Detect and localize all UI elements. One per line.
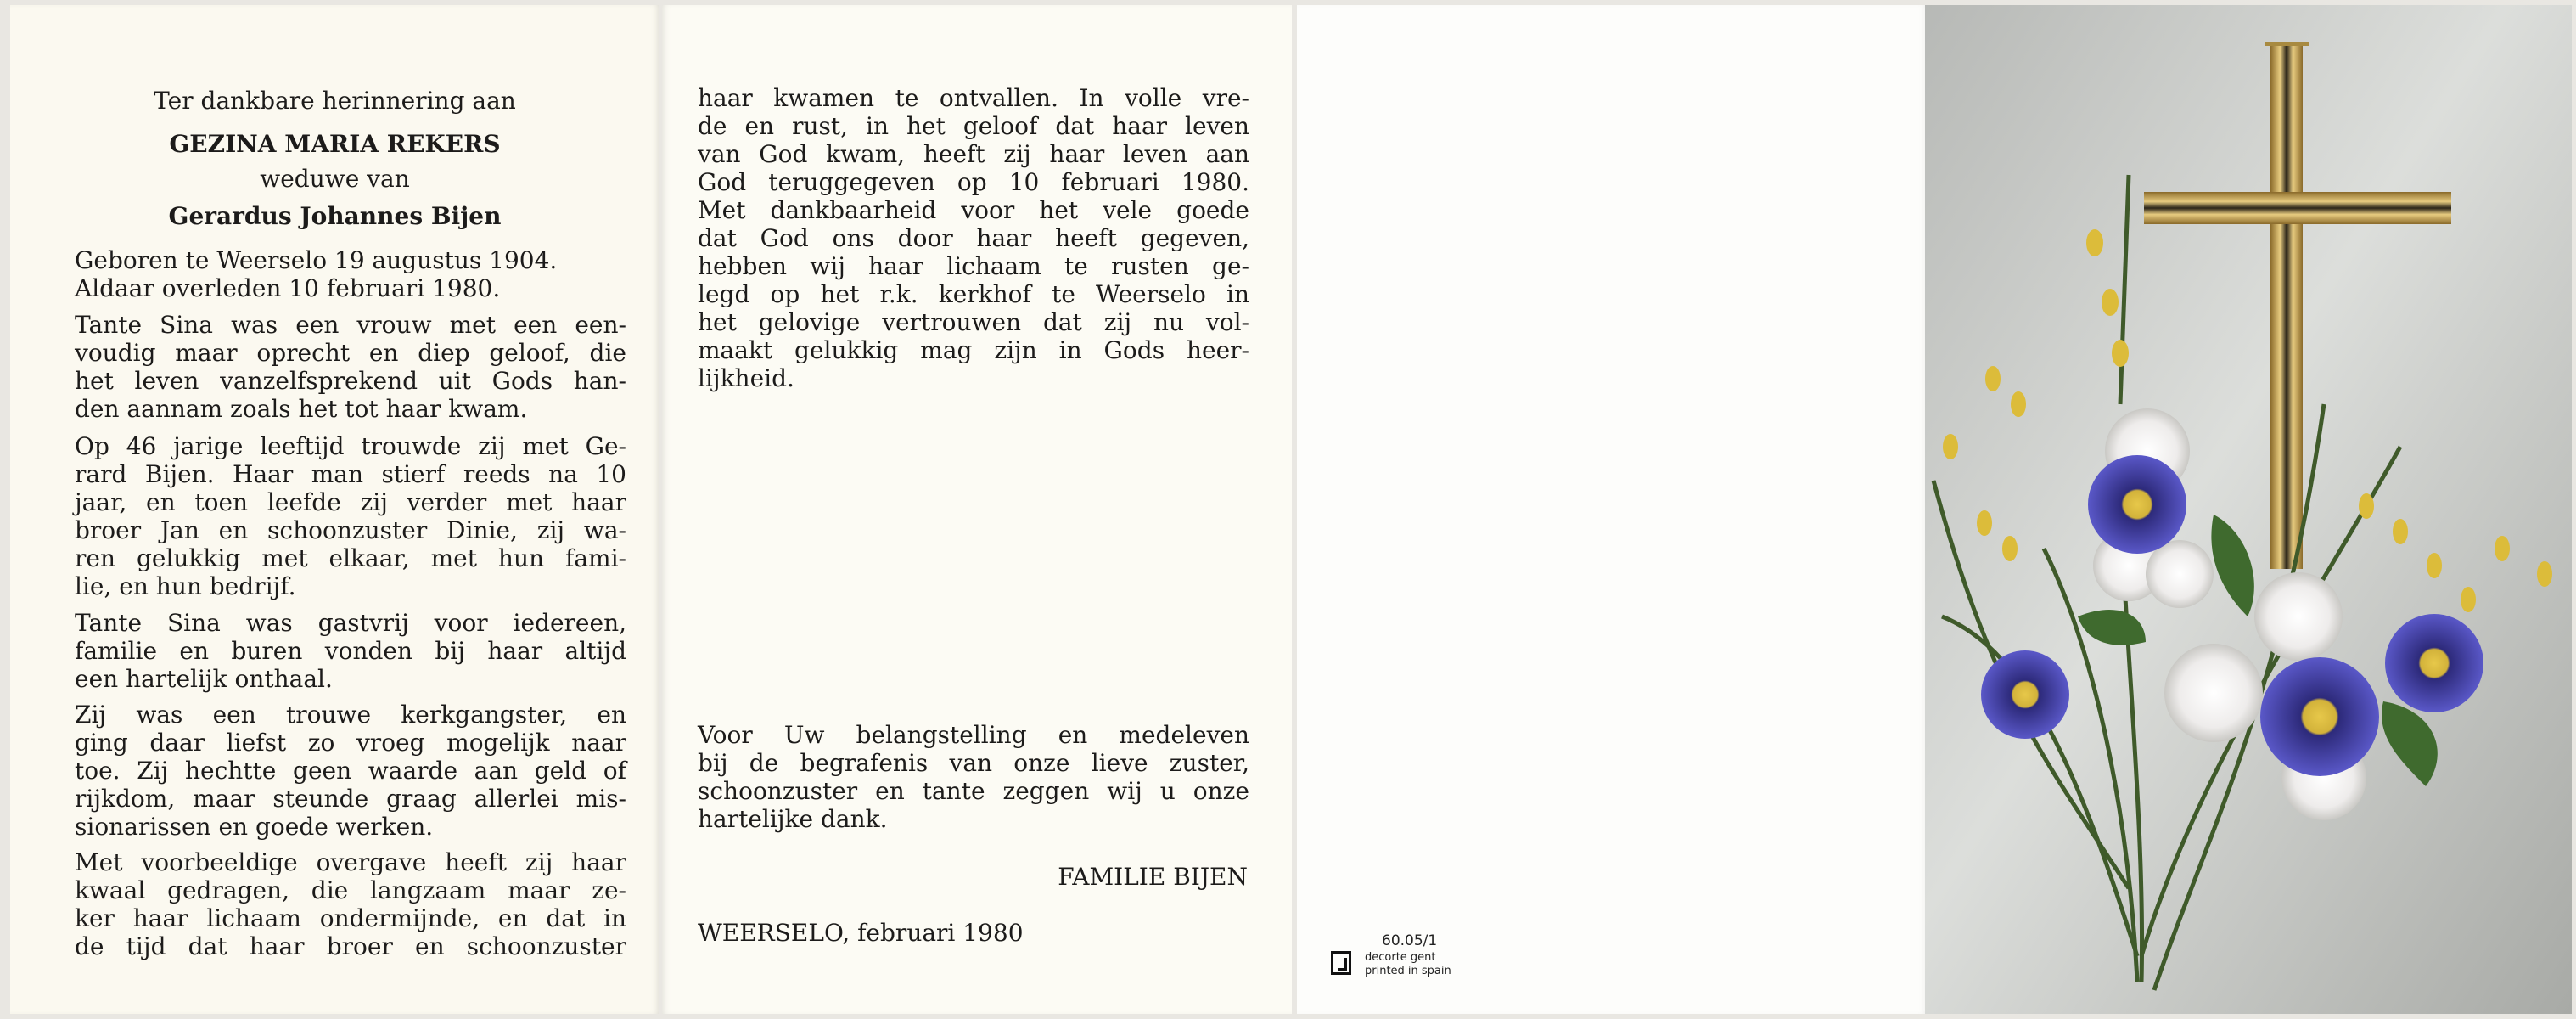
left-text-line: Tante Sina was gastvrij voor iedereen, xyxy=(75,609,626,637)
left-text-line: den aannam zoals het tot haar kwam. xyxy=(75,395,528,423)
middle-text-line: God teruggegeven op 10 februari 1980. xyxy=(698,168,1249,196)
intro-line: Ter dankbare herinnering aan xyxy=(154,87,516,115)
cross-with-flowers-picture xyxy=(1925,5,2572,1014)
thanks-text-line: Voor Uw belangstelling en medeleven xyxy=(698,721,1249,749)
left-text-line: Geboren te Weerselo 19 augustus 1904. xyxy=(75,246,558,274)
left-text-line: toe. Zij hechtte geen waarde aan geld of xyxy=(75,757,626,785)
card-code: 60.05/1 xyxy=(1382,932,1438,949)
memorial-card-front-image xyxy=(1925,5,2572,1014)
memorial-card-back xyxy=(1297,5,1927,1014)
left-text-line: ker haar lichaam ondermijnde, en dat in xyxy=(75,904,626,932)
left-text-line: Op 46 jarige leeftijd trouwde zij met Ge- xyxy=(75,432,626,460)
left-text-line: voudig maar oprecht en diep geloof, die xyxy=(75,339,626,367)
middle-text-line: het gelovige vertrouwen dat zij nu vol- xyxy=(698,308,1249,336)
left-text-line: sionarissen en goede werken. xyxy=(75,813,434,841)
left-text-line: jaar, en toen leefde zij verder met haar xyxy=(75,488,626,516)
middle-text-line: dat God ons door haar heeft gegeven, xyxy=(698,224,1249,252)
left-text-line: rijkdom, maar steunde graag allerlei mis- xyxy=(75,785,626,813)
thanks-text-line: hartelijke dank. xyxy=(698,805,888,833)
left-text-line: broer Jan en schoonzuster Dinie, zij wa- xyxy=(75,516,626,544)
husband-name: Gerardus Johannes Bijen xyxy=(168,202,502,230)
left-text-line: het leven vanzelfsprekend uit Gods han- xyxy=(75,367,626,395)
printer-name: decorte gent xyxy=(1365,951,1436,964)
middle-text-line: maakt gelukkig mag zijn in Gods heer- xyxy=(698,336,1249,364)
place-date: WEERSELO, februari 1980 xyxy=(698,919,1024,947)
middle-text-line: van God kwam, heeft zij haar leven aan xyxy=(698,140,1249,168)
left-text-line: de tijd dat haar broer en schoonzuster xyxy=(75,932,626,960)
middle-text-line: haar kwamen te ontvallen. In volle vre- xyxy=(698,84,1249,112)
memorial-card-inner-left xyxy=(10,5,659,1014)
left-text-line: Zij was een trouwe kerkgangster, en xyxy=(75,701,626,729)
middle-text-line: Met dankbaarheid voor het vele goede xyxy=(698,196,1249,224)
left-text-line: Met voorbeeldige overgave heeft zij haar xyxy=(75,848,626,876)
memorial-card-inner-right xyxy=(662,5,1292,1014)
left-text-line: rard Bijen. Haar man stierf reeds na 10 xyxy=(75,460,626,488)
left-text-line: Aldaar overleden 10 februari 1980. xyxy=(75,274,501,302)
left-text-line: een hartelijk onthaal. xyxy=(75,665,333,693)
left-text-line: ging daar liefst zo vroeg mogelijk naar xyxy=(75,729,626,757)
left-text-line: kwaal gedragen, die langzaam maar ze- xyxy=(75,876,626,904)
left-text-line: ren gelukkig met elkaar, met hun fami- xyxy=(75,544,626,572)
printer-origin: printed in spain xyxy=(1365,965,1451,977)
left-text-line: familie en buren vonden bij haar altijd xyxy=(75,637,626,665)
thanks-text-line: bij de begrafenis van onze lieve zuster, xyxy=(698,749,1249,777)
thanks-text-line: schoonzuster en tante zeggen wij u onze xyxy=(698,777,1249,805)
left-text-line: Tante Sina was een vrouw met een een- xyxy=(75,311,626,339)
middle-text-line: legd op het r.k. kerkhof te Weerselo in xyxy=(698,280,1249,308)
middle-text-line: lijkheid. xyxy=(698,364,794,392)
printer-logo-icon xyxy=(1331,951,1351,975)
widow-of-line: weduwe van xyxy=(260,165,410,193)
middle-text-line: hebben wij haar lichaam te rusten ge- xyxy=(698,252,1249,280)
left-text-line: lie, en hun bedrijf. xyxy=(75,572,296,600)
middle-text-line: de en rust, in het geloof dat haar leven xyxy=(698,112,1249,140)
family-signature: FAMILIE BIJEN xyxy=(1058,863,1248,891)
deceased-name: GEZINA MARIA REKERS xyxy=(169,130,501,158)
